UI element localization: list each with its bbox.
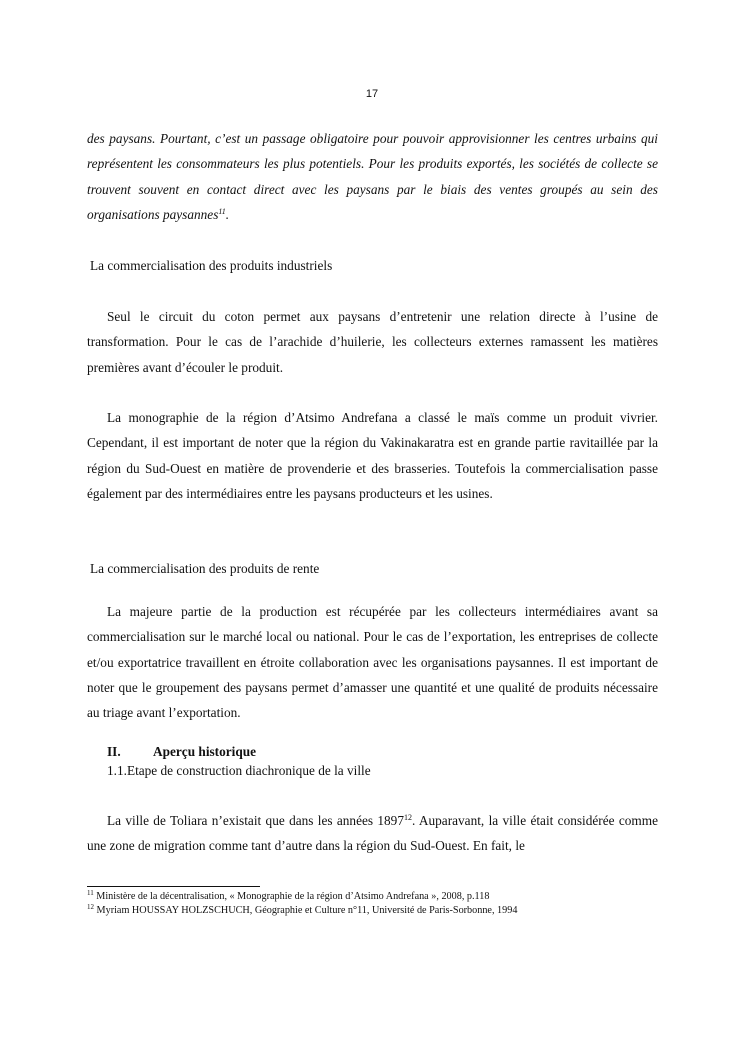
intro-text: des paysans. Pourtant, c’est un passage obligatoire pour pouvoir approvisionner les centres urbains qui représentent les consommateurs les plus potentiels. Pour les produits exportés, les sociétés de collecte se trouvent souvent en contact direct avec les paysans par le biais des ventes groupés au sein des organisations paysannes <box>87 131 658 222</box>
footnote-ref-11[interactable]: 11 <box>218 206 226 216</box>
section-title-historique <box>107 744 256 760</box>
footnote-number: 12 <box>87 903 94 911</box>
toliara-text-start: La ville de Toliara n’existait que dans les années 1897 <box>107 813 404 828</box>
footnote-number: 11 <box>87 889 94 897</box>
heading-produits-industriels: La commercialisation des produits industriels <box>90 258 333 273</box>
footnote-text: Ministère de la décentralisation, « Monographie de la région d’Atsimo Andrefana », 2008, p.118 <box>93 891 490 902</box>
heading-produits-rente: La commercialisation des produits de rente <box>90 561 320 576</box>
section-title-text: Aperçu historique <box>153 744 257 759</box>
paragraph-coton: Seul le circuit du coton permet aux paysans d’entretenir une relation directe à l’usine de transformation. Pour le cas de l’arachide d’huilerie, les collecteurs externes ramassent les matières premières avant d’écouler le produit. <box>87 309 658 375</box>
paragraph-mais: La monographie de la région d’Atsimo Andrefana a classé le maïs comme un produit vivrier. Cependant, il est important de noter que la région du Vakinakaratra est en grande partie ravitaillée par la région du Sud-Ouest en matière de provenderie et des brasseries. Toutefois la commercialisation passe également par des intermédiaires entre les paysans producteurs et les usines. <box>87 410 658 501</box>
paragraph-rente: La majeure partie de la production est récupérée par les collecteurs intermédiaires avant sa commercialisation sur le marché local ou national. Pour le cas de l’exportation, les entreprises de collecte et/ou exportatrice travaillent en étroite collaboration avec les organisations paysannes. Il est important de noter que le groupement des paysans permet d’amasser une quantité et une qualité de produits nécessaire au triage avant l’exportation. <box>87 604 658 721</box>
section-number: II. <box>107 744 121 759</box>
toliara-text-end: . Auparavant, la ville était considérée comme une zone de migration comme tant d’autre dans la région du Sud-Ouest. En fait, le <box>87 813 658 854</box>
footnote-11 <box>87 890 687 903</box>
page-number: 17 <box>365 88 379 100</box>
intro-paragraph <box>87 126 658 227</box>
footnote-separator <box>87 886 260 887</box>
subsection-title: 1.1.Etape de construction diachronique de la ville <box>107 763 371 778</box>
footnote-text: Myriam HOUSSAY HOLZSCHUCH, Géographie et Culture n°11, Université de Paris-Sorbonne, 1994 <box>94 905 518 916</box>
intro-end: . <box>225 206 230 222</box>
footnote-ref-12[interactable]: 12 <box>403 813 412 822</box>
footnote-12 <box>87 904 687 917</box>
paragraph-toliara <box>87 808 658 859</box>
